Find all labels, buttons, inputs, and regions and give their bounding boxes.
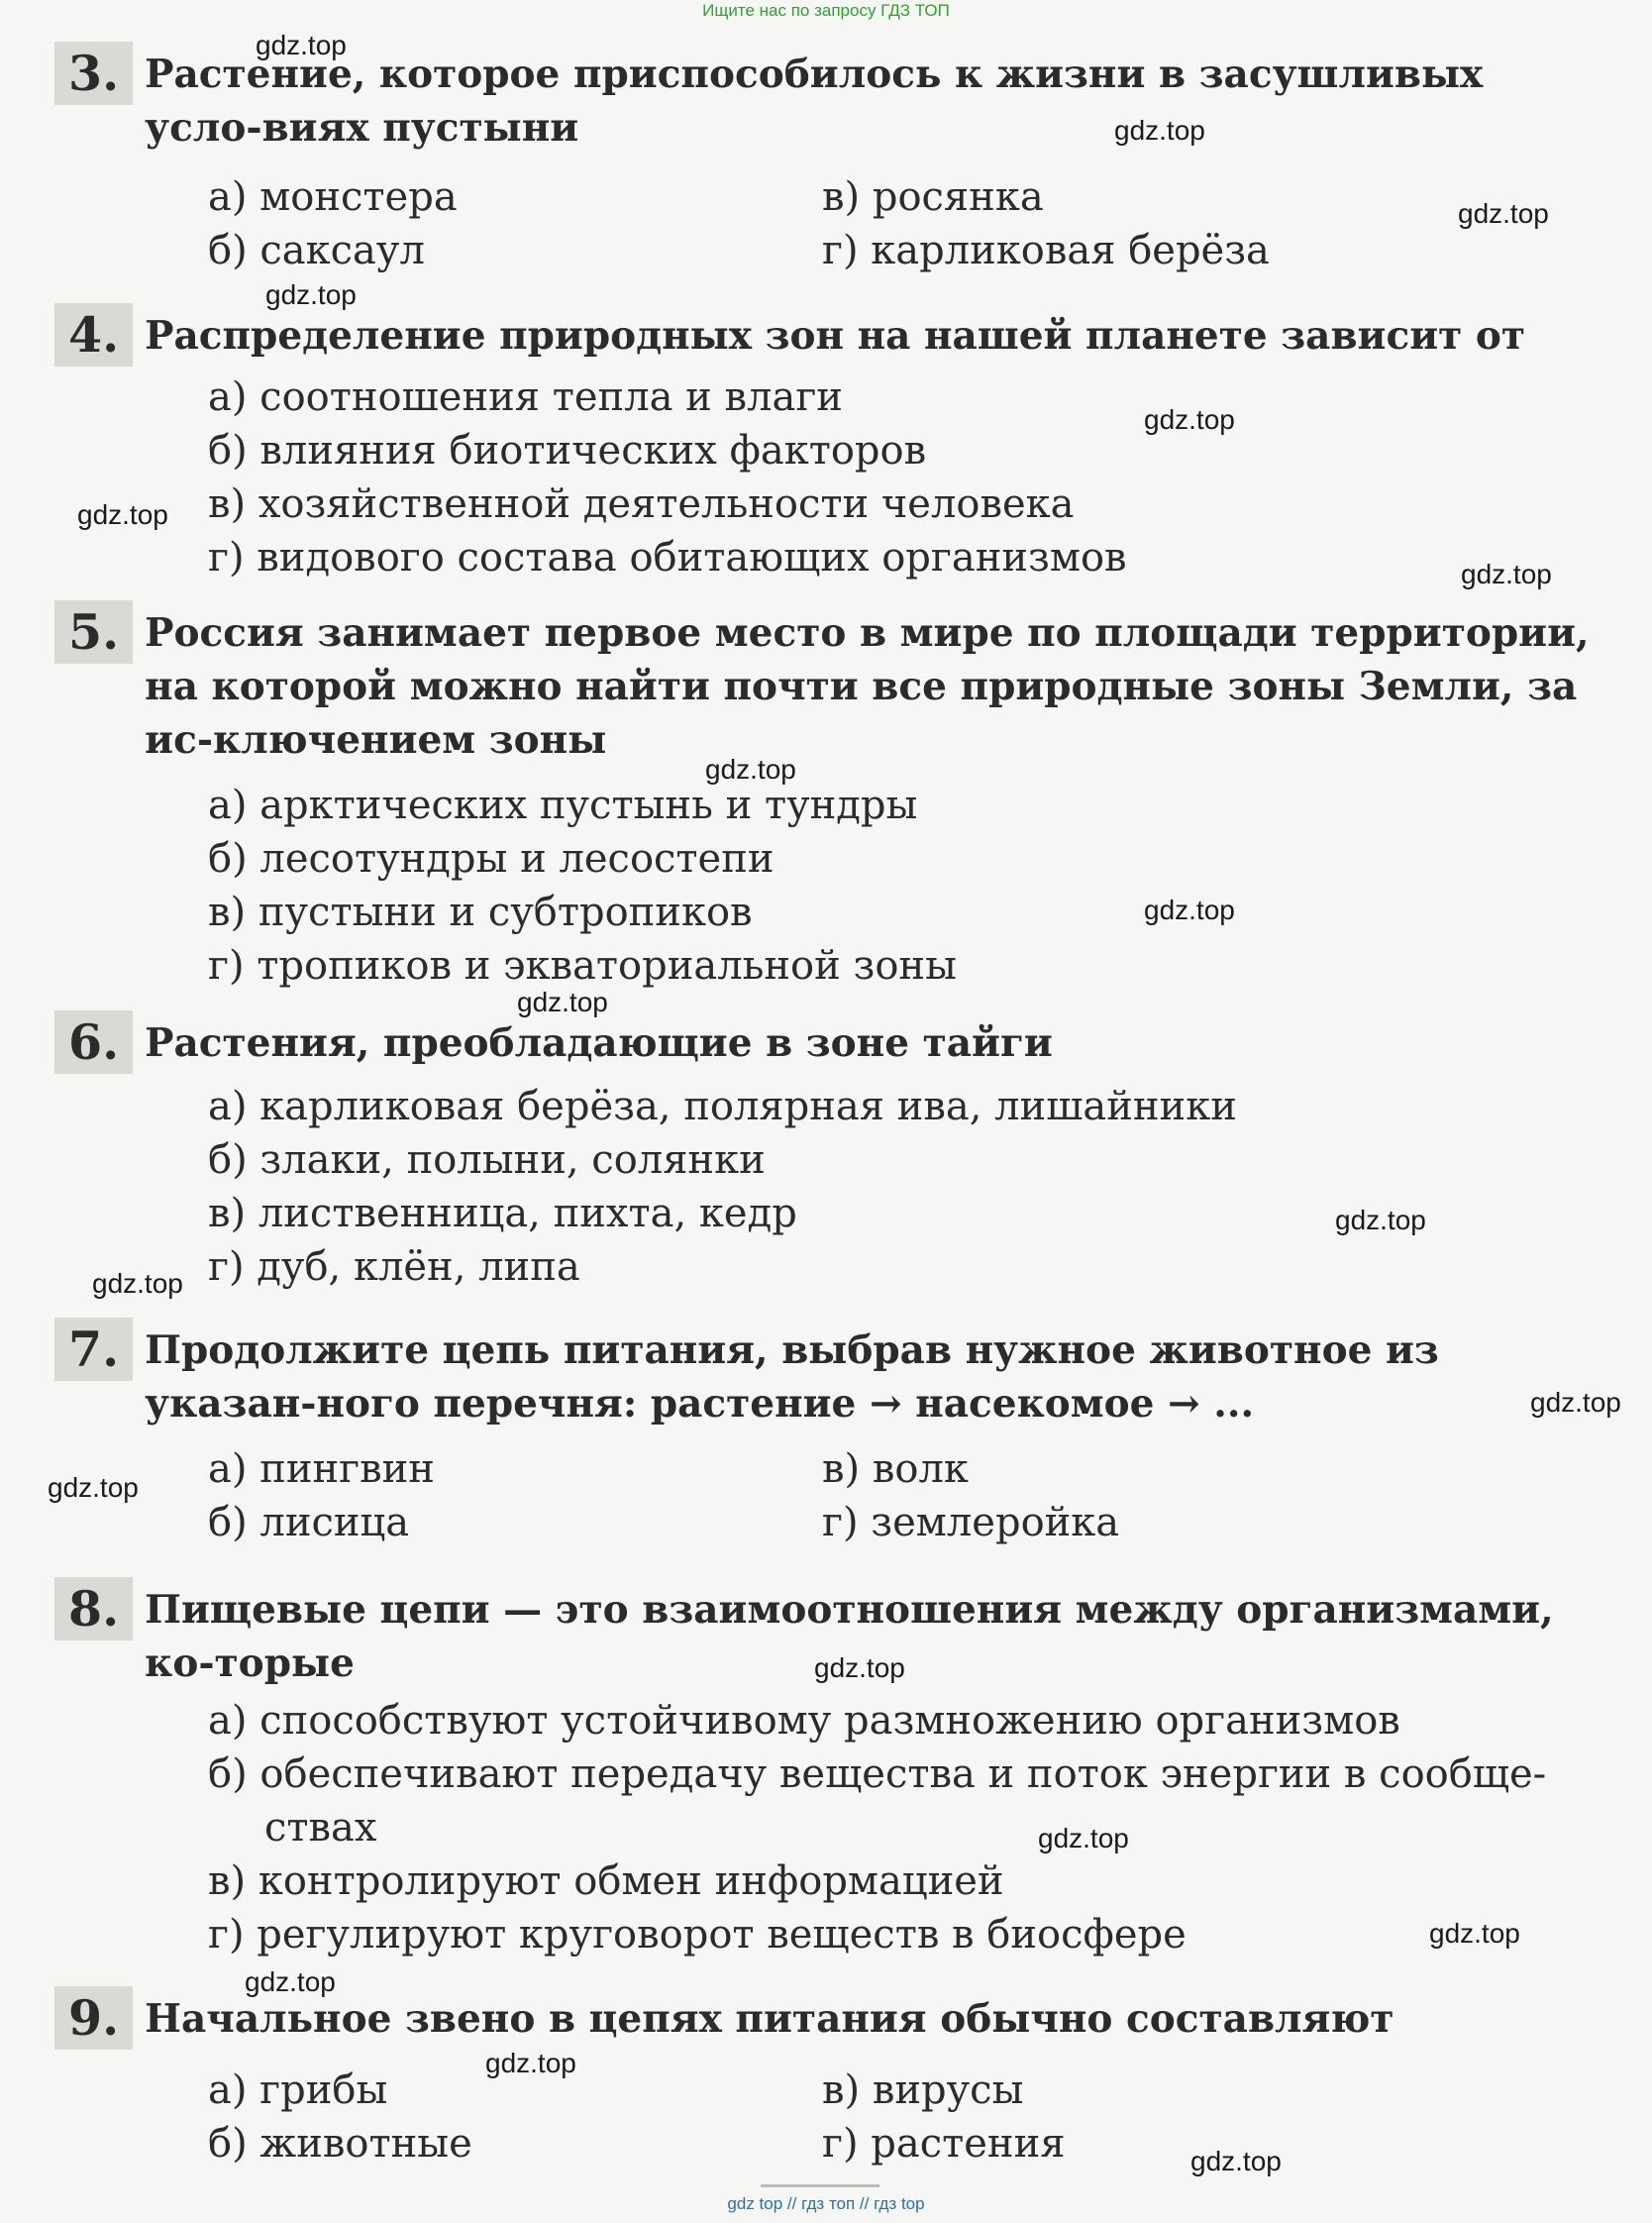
- question-text: Растения, преобладающие в зоне тайги: [145, 1020, 1053, 1066]
- watermark: gdz.top: [1190, 2146, 1282, 2176]
- option-a[interactable]: а) арктических пустынь и тундры: [208, 783, 918, 828]
- watermark: gdz.top: [245, 1966, 336, 1997]
- watermark: gdz.top: [814, 1652, 905, 1683]
- option-g[interactable]: г) землеройка: [822, 1500, 1120, 1545]
- question-text: Растение, которое приспособилось к жизни в засушливых усло-виях пустыни: [145, 52, 1484, 151]
- question-text: Продолжите цепь питания, выбрав нужное животное из указан-ного перечня: растение → насекомое → ...: [145, 1327, 1439, 1427]
- watermark: gdz.top: [1530, 1387, 1621, 1418]
- question-number: 8.: [54, 1577, 133, 1641]
- option-v[interactable]: в) хозяйственной деятельности человека: [208, 481, 1075, 527]
- question-text: Начальное звено в цепях питания обычно составляют: [145, 1996, 1394, 2042]
- watermark: gdz.top: [517, 987, 608, 1017]
- question-number: 6.: [54, 1010, 133, 1074]
- question-text: Россия занимает первое место в мире по площади территории, на которой можно найти почти все природные зоны Земли, за ис-ключением зоны: [145, 610, 1590, 763]
- option-a[interactable]: а) монстера: [208, 174, 458, 220]
- option-b-continuation: ствах: [264, 1805, 377, 1851]
- option-g[interactable]: г) тропиков и экваториальной зоны: [208, 943, 957, 989]
- question-number: 7.: [54, 1318, 133, 1381]
- option-b[interactable]: б) лисица: [208, 1500, 410, 1545]
- option-g[interactable]: г) дуб, клён, липа: [208, 1244, 580, 1290]
- question-7: [54, 1318, 1600, 1549]
- footer-rule: [761, 2184, 879, 2187]
- option-a[interactable]: а) способствуют устойчивому размножению организмов: [208, 1698, 1400, 1744]
- question-4: [54, 303, 1600, 584]
- question-3: [54, 42, 1600, 277]
- option-g[interactable]: г) видового состава обитающих организмов: [208, 535, 1127, 581]
- option-v[interactable]: в) вирусы: [822, 2067, 1024, 2113]
- option-a[interactable]: а) пингвин: [208, 1446, 435, 1492]
- question-5: [54, 600, 1600, 993]
- option-b[interactable]: б) обеспечивают передачу вещества и поток энергии в сообще-: [208, 1751, 1547, 1797]
- option-g[interactable]: г) регулируют круговорот веществ в биосфере: [208, 1912, 1187, 1958]
- option-b[interactable]: б) саксаул: [208, 228, 425, 273]
- option-v[interactable]: в) волк: [822, 1446, 969, 1492]
- option-a[interactable]: а) грибы: [208, 2067, 388, 2113]
- option-b[interactable]: б) злаки, полыни, солянки: [208, 1137, 766, 1183]
- option-b[interactable]: б) животные: [208, 2121, 472, 2167]
- question-text: Пищевые цепи — это взаимоотношения между организмами, ко-торые: [145, 1587, 1554, 1686]
- option-v[interactable]: в) лиственница, пихта, кедр: [208, 1191, 797, 1236]
- watermark: gdz.top: [1335, 1205, 1426, 1235]
- option-a[interactable]: а) карликовая берёза, полярная ива, лишайники: [208, 1084, 1237, 1129]
- question-number: 4.: [54, 303, 133, 367]
- bottom-banner: gdz top // гдз топ // гдз top: [727, 2194, 925, 2213]
- option-v[interactable]: в) контролируют обмен информацией: [208, 1858, 1004, 1904]
- question-number: 9.: [54, 1986, 133, 2050]
- top-banner: Ищите нас по запросу ГДЗ ТОП: [702, 1, 950, 20]
- watermark: gdz.top: [48, 1472, 139, 1503]
- watermark: gdz.top: [705, 754, 796, 785]
- question-8: [54, 1577, 1600, 1961]
- watermark: gdz.top: [1461, 559, 1552, 589]
- question-text: Распределение природных зон на нашей планете зависит от: [145, 313, 1526, 359]
- watermark: gdz.top: [1038, 1823, 1129, 1853]
- option-b[interactable]: б) влияния биотических факторов: [208, 428, 927, 474]
- option-b[interactable]: б) лесотундры и лесостепи: [208, 836, 774, 882]
- watermark: gdz.top: [1458, 198, 1549, 229]
- question-6: [54, 1010, 1600, 1294]
- watermark: gdz.top: [265, 279, 357, 310]
- question-9: [54, 1986, 1600, 2170]
- watermark: gdz.top: [1114, 115, 1205, 146]
- watermark: gdz.top: [485, 2048, 576, 2078]
- question-number: 5.: [54, 600, 133, 664]
- option-a[interactable]: а) соотношения тепла и влаги: [208, 374, 843, 420]
- option-v[interactable]: в) росянка: [822, 174, 1044, 220]
- question-number: 3.: [54, 42, 133, 105]
- watermark: gdz.top: [1429, 1918, 1520, 1949]
- option-v[interactable]: в) пустыни и субтропиков: [208, 890, 753, 935]
- option-g[interactable]: г) растения: [822, 2121, 1066, 2167]
- watermark: gdz.top: [256, 30, 347, 60]
- watermark: gdz.top: [1144, 404, 1235, 435]
- watermark: gdz.top: [92, 1268, 183, 1299]
- watermark: gdz.top: [1144, 895, 1235, 925]
- watermark: gdz.top: [77, 499, 168, 530]
- option-g[interactable]: г) карликовая берёза: [822, 228, 1270, 273]
